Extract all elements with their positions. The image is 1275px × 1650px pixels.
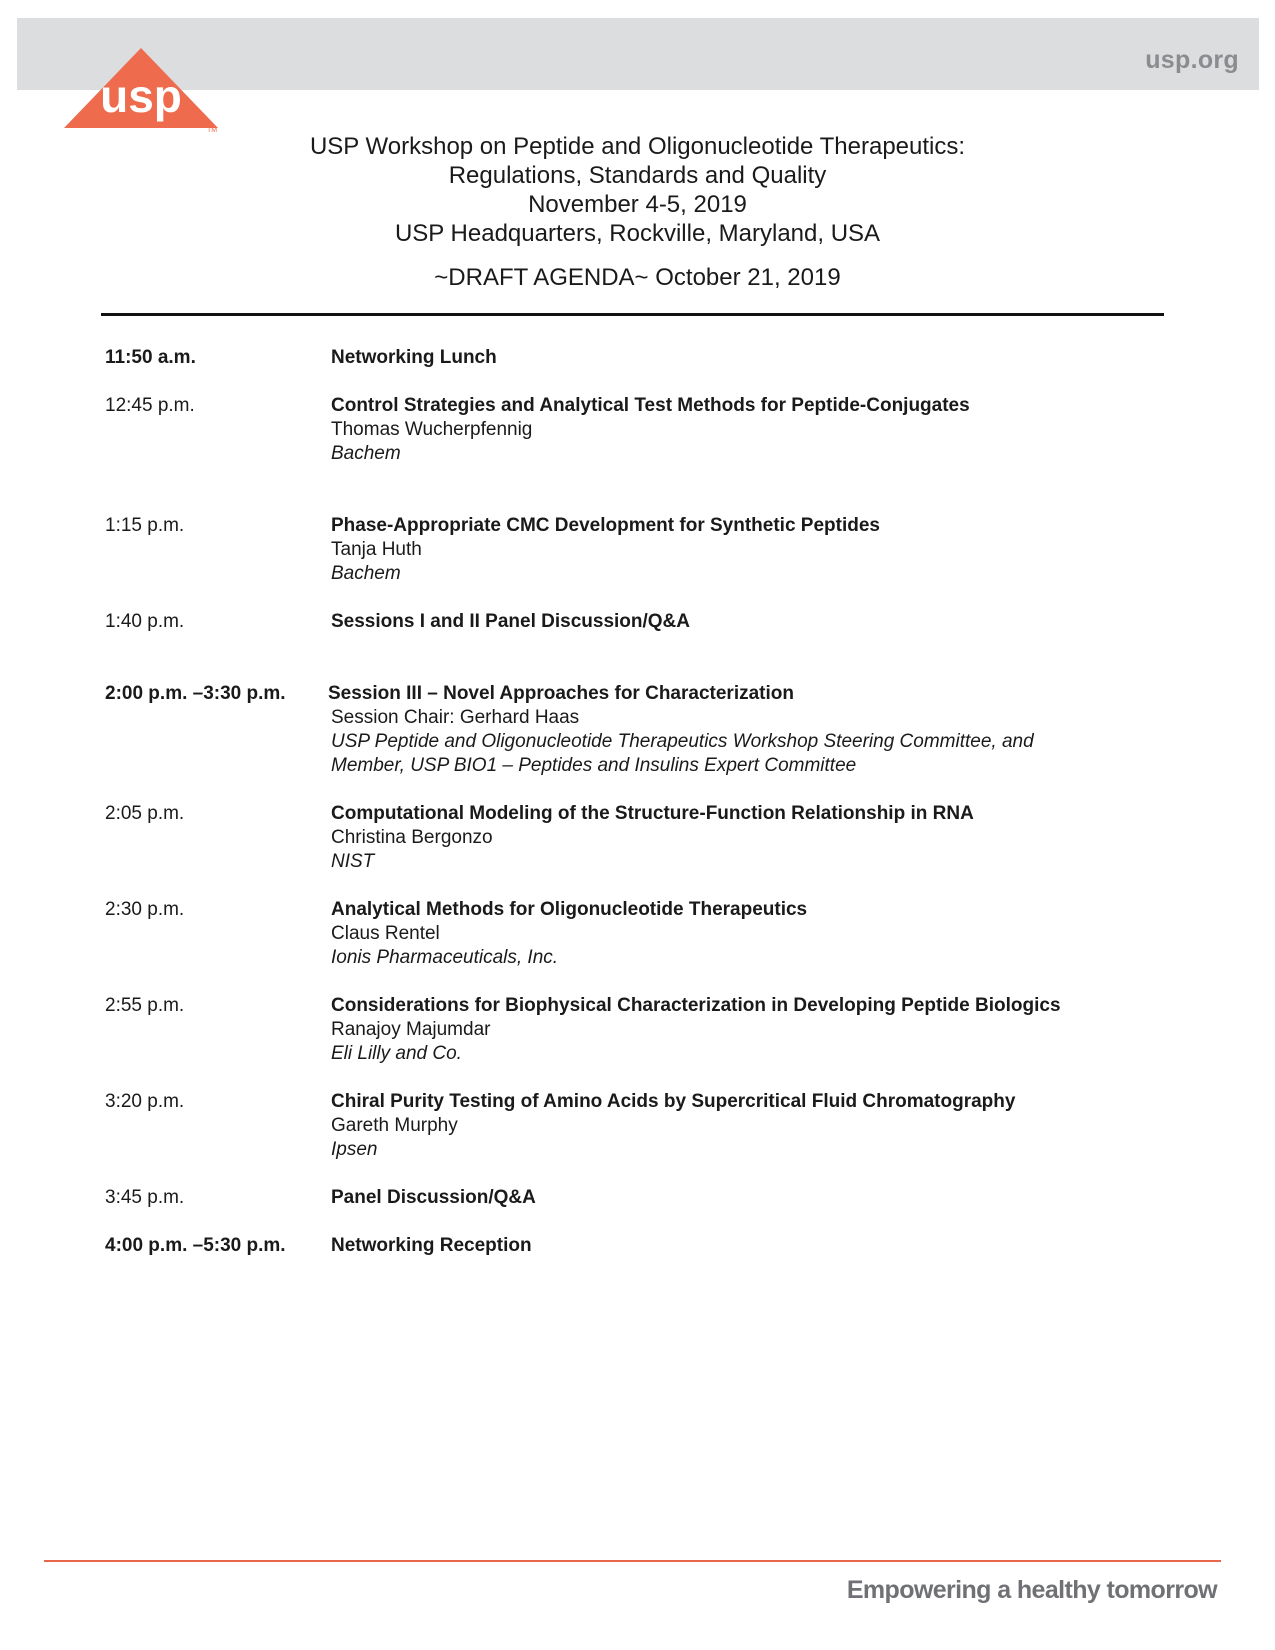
agenda-row [105,1186,1205,1210]
agenda-speaker: Claus Rentel [331,923,440,944]
agenda-speaker: Gareth Murphy [331,1115,458,1136]
agenda-affiliation: Ipsen [331,1139,378,1160]
agenda-affiliation: Bachem [331,443,401,464]
agenda-speaker: Thomas Wucherpfennig [331,419,533,440]
agenda-time: 3:20 p.m. [105,1091,185,1112]
agenda-affiliation-line-2: Member, USP BIO1 – Peptides and Insulins Expert Committee [331,755,857,776]
agenda-row [105,682,1205,778]
agenda-title: Session III – Novel Approaches for Characterization [328,683,794,704]
agenda-time: 2:00 p.m. –3:30 p.m. [105,683,286,704]
agenda-time: 2:05 p.m. [105,803,185,824]
footer-tagline: Empowering a healthy tomorrow [846,1576,1217,1604]
agenda-speaker: Session Chair: Gerhard Haas [331,707,580,728]
agenda-title: Panel Discussion/Q&A [331,1187,536,1208]
title-line-4: USP Headquarters, Rockville, Maryland, USA [394,220,881,247]
agenda-title: Networking Reception [331,1235,532,1256]
agenda-affiliation: Eli Lilly and Co. [331,1043,462,1064]
agenda-title: Considerations for Biophysical Characterization in Developing Peptide Biologics [331,995,1061,1016]
agenda-title: Control Strategies and Analytical Test Methods for Peptide-Conjugates [331,395,970,416]
draft-agenda-label: ~DRAFT AGENDA~ October 21, 2019 [434,264,841,291]
title-block [0,132,1275,292]
agenda-time: 2:30 p.m. [105,899,185,920]
agenda-time: 11:50 a.m. [105,347,196,368]
agenda-title: Networking Lunch [331,347,497,368]
site-url[interactable]: usp.org [1145,46,1239,74]
agenda-list [105,346,1205,1258]
agenda-affiliation: USP Peptide and Oligonucleotide Therapeutics Workshop Steering Committee, and [331,731,1034,752]
agenda-affiliation: NIST [331,851,375,872]
logo-text: usp [100,70,182,122]
agenda-title: Analytical Methods for Oligonucleotide Therapeutics [331,899,808,920]
logo-trademark: TM [207,127,218,134]
agenda-title: Computational Modeling of the Structure-Function Relationship in RNA [331,803,974,824]
agenda-row [105,898,1205,970]
agenda-title: Phase-Appropriate CMC Development for Synthetic Peptides [331,515,880,536]
agenda-speaker: Tanja Huth [331,539,422,560]
agenda-time: 12:45 p.m. [105,395,195,416]
title-divider [101,313,1164,316]
agenda-time: 3:45 p.m. [105,1187,185,1208]
footer-divider [44,1560,1221,1562]
agenda-time: 4:00 p.m. –5:30 p.m. [105,1235,286,1256]
agenda-speaker: Christina Bergonzo [331,827,493,848]
agenda-affiliation: Ionis Pharmaceuticals, Inc. [331,947,559,968]
agenda-row [105,514,1205,586]
title-line-3: November 4-5, 2019 [528,191,747,218]
agenda-speaker: Ranajoy Majumdar [331,1019,491,1040]
agenda-row [105,610,1205,634]
agenda-affiliation: Bachem [331,563,401,584]
agenda-row [105,1234,1205,1258]
title-line-1: USP Workshop on Peptide and Oligonucleotide Therapeutics: [309,133,966,160]
agenda-title: Sessions I and II Panel Discussion/Q&A [331,611,690,632]
agenda-row [105,1090,1205,1162]
agenda-row [105,394,1205,466]
usp-logo [58,46,223,136]
title-line-2: Regulations, Standards and Quality [448,162,827,189]
usp-logo-icon [58,46,223,136]
agenda-time: 1:40 p.m. [105,611,185,632]
agenda-row [105,802,1205,874]
agenda-title: Chiral Purity Testing of Amino Acids by Supercritical Fluid Chromatography [331,1091,1016,1112]
agenda-time: 2:55 p.m. [105,995,185,1016]
agenda-row [105,994,1205,1066]
agenda-row [105,346,1205,370]
agenda-time: 1:15 p.m. [105,515,185,536]
